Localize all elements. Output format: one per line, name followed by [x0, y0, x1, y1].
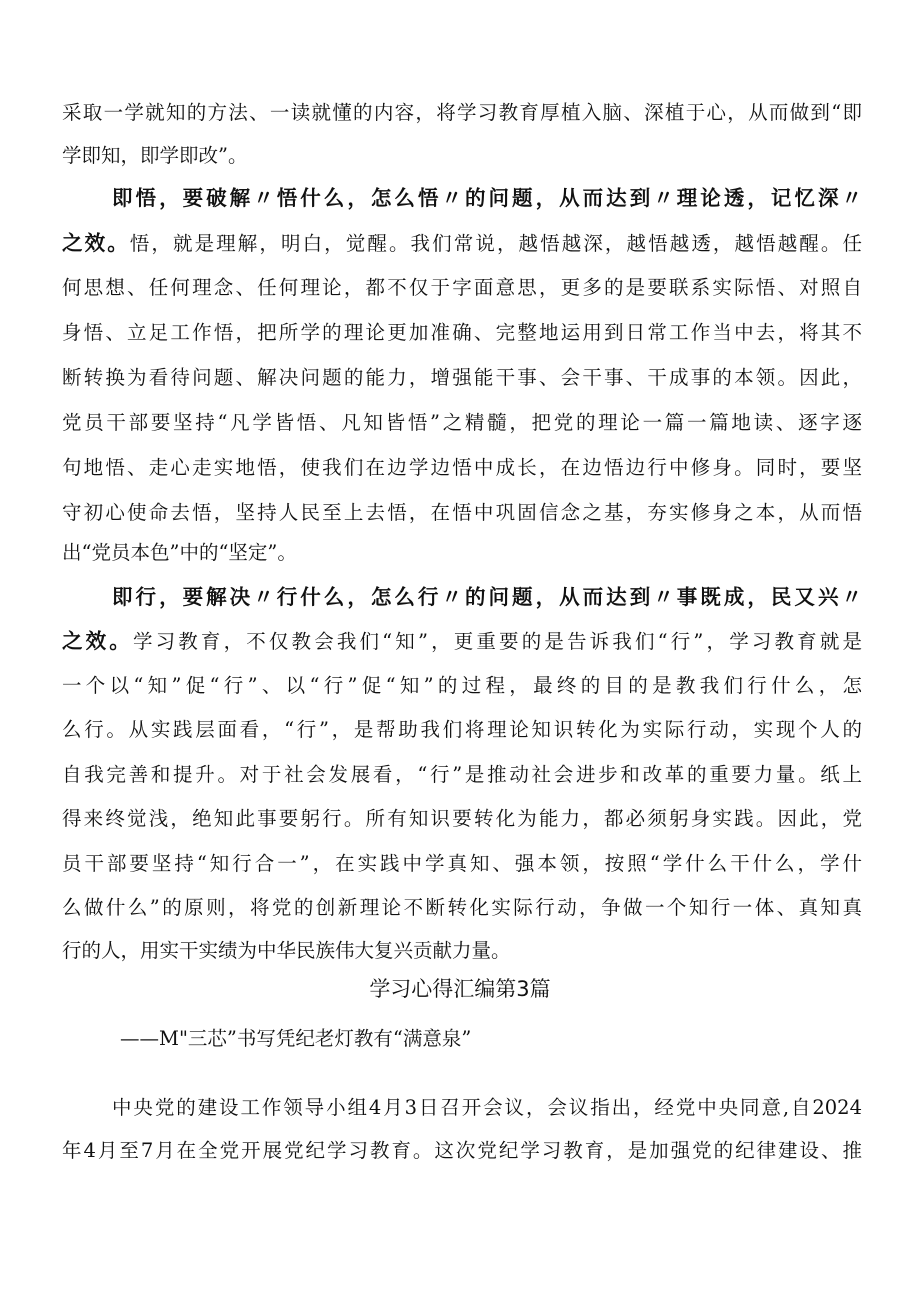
p1-line-1: 采取一学就知的方法、一读就懂的内容，将学习教育厚植入脑、深植于心，从而做到“即 — [62, 101, 862, 124]
p1-line-2: 学即知，即学即改”。 — [62, 144, 248, 167]
p4-line-1: 中央党的建设工作领导小组4月3日召开会议，会议指出，经党中央同意,自2024 — [112, 1096, 862, 1119]
p3-line-8: 么做什么”的原则，将党的创新理论不断转化实际行动，争做一个知行一体、真知真 — [62, 896, 862, 919]
p2-line-5: 断转换为看待问题、解决问题的能力，增强能干事、会干事、干成事的本领。因此， — [62, 366, 862, 389]
p3-line-5: 自我完善和提升。对于社会发展看，“行”是推动社会进步和改革的重要力量。纸上 — [62, 763, 862, 786]
p3-line-7: 员干部要坚持“知行合一”，在实践中学真知、强本领，按照“学什么干什么，学什 — [62, 852, 862, 875]
p3-heading-line-2: 之效。 — [62, 629, 133, 653]
p2-line-2 — [62, 228, 862, 259]
p2-line-9: 出“党员本色”中的“坚定”。 — [62, 541, 297, 564]
p4-line-2: 年4月至7月在全党开展党纪学习教育。这次党纪学习教育，是加强党的纪律建设、推 — [62, 1139, 862, 1162]
p2-heading-line-1: 即悟，要破解〃悟什么，怎么悟〃的问题，从而达到〃理论透，记忆深〃 — [112, 186, 862, 210]
p3-heading-line-1: 即行，要解决〃行什么，怎么行〃的问题，从而达到〃事既成，民又兴〃 — [112, 585, 862, 609]
section-subtitle: ——M"三芯”书写凭纪老灯教有“满意泉” — [120, 1027, 472, 1050]
p3-line-9: 行的人，用实干实绩为中华民族伟大复兴贡献力量。 — [62, 939, 511, 962]
p2-line-2-text: 悟，就是理解，明白，觉醒。我们常说，越悟越深，越悟越透，越悟越醒。任 — [129, 232, 862, 255]
p2-line-8: 守初心使命去悟，坚持人民至上去悟，在悟中巩固信念之基，夯实修身之本，从而悟 — [62, 501, 862, 524]
p3-line-3: 一个以“知”促“行”、以“行”促“知”的过程，最终的目的是教我们行什么，怎 — [62, 674, 862, 697]
p3-line-6: 得来终觉浅，绝知此事要躬行。所有知识要转化为能力，都必须躬身实践。因此，党 — [62, 807, 862, 830]
p2-line-6: 党员干部要坚持“凡学皆悟、凡知皆悟”之精髓，把党的理论一篇一篇地读、逐字逐 — [62, 411, 862, 434]
p3-line-2 — [62, 626, 862, 657]
section-title: 学习心得汇编第3篇 — [369, 977, 551, 1001]
p3-line-4: 么行。从实践层面看，“行”，是帮助我们将理论知识转化为实际行动，实现个人的 — [62, 718, 862, 741]
p2-heading-line-2: 之效。 — [62, 231, 130, 255]
p3-line-2-text: 学习教育，不仅教会我们“知”，更重要的是告诉我们“行”，学习教育就是 — [132, 630, 862, 653]
p2-line-4: 身悟、立足工作悟，把所学的理论更加准确、完整地运用到日常工作当中去，将其不 — [62, 321, 862, 344]
p2-line-3: 何思想、任何理念、任何理论，都不仅于字面意思，更多的是要联系实际悟、对照自 — [62, 276, 862, 299]
p2-line-7: 句地悟、走心走实地悟，使我们在边学边悟中成长，在边悟边行中修身。同时，要坚 — [62, 456, 862, 479]
